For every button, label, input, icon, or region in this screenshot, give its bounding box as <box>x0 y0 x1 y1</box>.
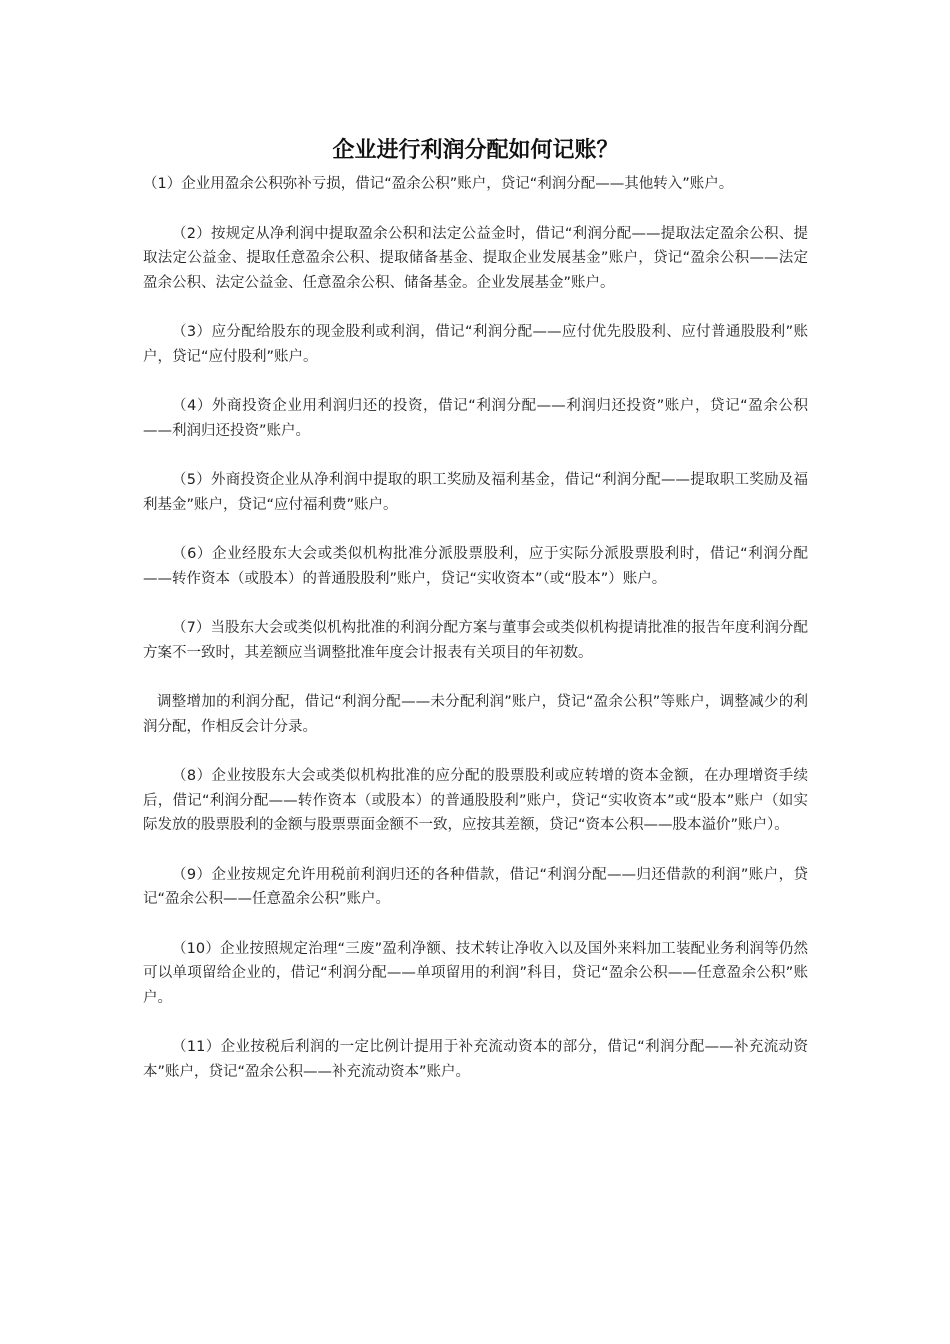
paragraph-9: （8）企业按股东大会或类似机构批准的应分配的股票股利或应转增的资本金额，在办理增资手续后，借记“利润分配——转作资本（或股本）的普通股股利”账户，贷记“实收资本”或“股本”账户（如实际发放的股票股利的金额与股票票面金额不一致，应按其差额，贷记“资本公积——股本溢价”账户）。 <box>143 768 808 833</box>
paragraph-4: （4）外商投资企业用利润归还的投资，借记“利润分配——利润归还投资”账户，贷记“盈余公积——利润归还投资”账户。 <box>143 398 808 439</box>
paragraph-3: （3）应分配给股东的现金股利或利润，借记“利润分配——应付优先股股利、应付普通股股利”账户，贷记“应付股利”账户。 <box>143 324 808 365</box>
paragraph-10: （9）企业按规定允许用税前利润归还的各种借款，借记“利润分配——归还借款的利润”账户，贷记“盈余公积——任意盈余公积”账户。 <box>143 866 808 907</box>
paragraph-5: （5）外商投资企业从净利润中提取的职工奖励及福利基金，借记“利润分配——提取职工奖励及福利基金”账户，贷记“应付福利费”账户。 <box>143 472 808 513</box>
paragraph-6: （6）企业经股东大会或类似机构批准分派股票股利，应于实际分派股票股利时，借记“利润分配——转作资本（或股本）的普通股股利”账户，贷记“实收资本”（或“股本”）账户。 <box>143 546 808 587</box>
paragraph-8: 调整增加的利润分配，借记“利润分配——未分配利润”账户，贷记“盈余公积”等账户，调整减少的利润分配，作相反会计分录。 <box>143 694 808 735</box>
paragraph-12: （11）企业按税后利润的一定比例计提用于补充流动资本的部分，借记“利润分配——补充流动资本”账户，贷记“盈余公积——补充流动资本”账户。 <box>143 1039 808 1080</box>
paragraph-7: （7）当股东大会或类似机构批准的利润分配方案与董事会或类似机构提请批准的报告年度利润分配方案不一致时，其差额应当调整批准年度会计报表有关项目的年初数。 <box>143 620 808 661</box>
document-title: 企业进行利润分配如何记账？ <box>332 138 619 163</box>
paragraph-11: （10）企业按照规定治理“三废”盈利净额、技术转让净收入以及国外来料加工装配业务利润等仍然可以单项留给企业的，借记“利润分配——单项留用的利润”科目，贷记“盈余公积——任意盈余公积”账户。 <box>143 940 808 1006</box>
paragraph-2: （2）按规定从净利润中提取盈余公积和法定公益金时，借记“利润分配——提取法定盈余公积、提取法定公益金、提取任意盈余公积、提取储备基金、提取企业发展基金”账户，贷记“盈余公积——法定盈余公积、法定公益金、任意盈余公积、储备基金。企业发展基金”账户。 <box>143 225 808 291</box>
paragraph-1: （1）企业用盈余公积弥补亏损，借记“盈余公积”账户，贷记“利润分配——其他转入”账户。 <box>143 176 734 192</box>
document-body <box>143 132 808 1109</box>
